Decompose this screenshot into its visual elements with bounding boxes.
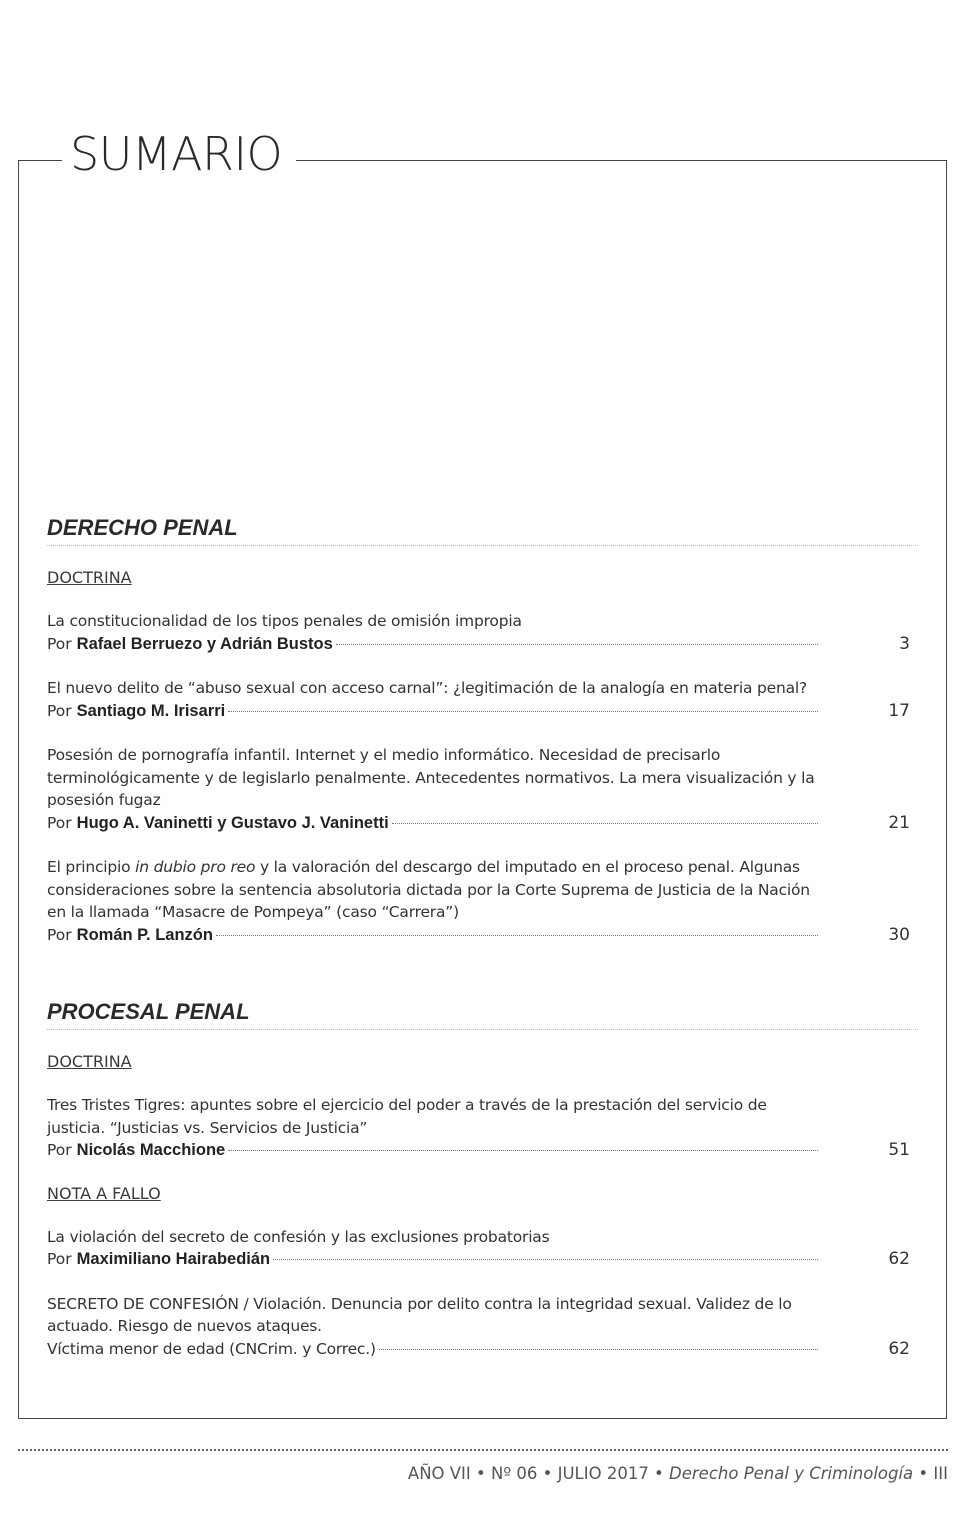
section-heading: DERECHO PENAL — [47, 514, 918, 546]
entry-title-text: El principio — [47, 858, 136, 876]
toc-entry[interactable] — [47, 1226, 918, 1271]
author-name: Maximiliano Hairabedián — [76, 1250, 271, 1268]
toc-entry[interactable] — [47, 1293, 918, 1361]
entry-author-line — [47, 700, 918, 723]
dot-leader — [379, 1349, 818, 1350]
table-of-contents — [47, 514, 918, 1412]
entry-title-continuation: Víctima menor de edad (CNCrim. y Correc.) — [47, 1339, 376, 1358]
page-number: 3 — [899, 633, 910, 654]
page-number: 21 — [888, 812, 910, 833]
toc-entry[interactable] — [47, 1094, 918, 1162]
entry-author-line — [47, 924, 918, 947]
section-derecho-penal — [47, 514, 918, 946]
footer-page-number: • III — [918, 1464, 948, 1483]
subsection-label-doctrina[interactable]: DOCTRINA — [47, 1052, 132, 1071]
author-prefix: Por — [47, 1141, 72, 1159]
entry-title: La constitucionalidad de los tipos penales de omisión impropia — [47, 612, 522, 630]
toc-entry[interactable] — [47, 856, 918, 946]
toc-entry[interactable] — [47, 610, 918, 655]
dot-leader — [273, 1259, 818, 1260]
author-name: Rafael Berruezo y Adrián Bustos — [76, 634, 333, 653]
author-prefix: Por — [47, 634, 72, 653]
dot-leader — [392, 823, 818, 824]
dot-leader — [228, 1150, 818, 1151]
author-name: Santiago M. Irisarri — [76, 701, 226, 720]
entry-title: El nuevo delito de “abuso sexual con acceso carnal”: ¿legitimación de la analogía en materia penal? — [47, 679, 808, 697]
toc-entry[interactable] — [47, 677, 918, 722]
page-number: 62 — [888, 1249, 910, 1269]
footer-issue: AÑO VII • Nº 06 • JULIO 2017 • — [407, 1464, 664, 1483]
dot-leader — [336, 644, 818, 645]
author-name: Hugo A. Vaninetti y Gustavo J. Vaninetti — [76, 813, 389, 832]
entry-title: SECRETO DE CONFESIÓN / Violación. Denuncia por delito contra la integridad sexual. Validez de lo actuado. Riesgo de nuevos ataques. — [47, 1294, 792, 1335]
entry-title-text: y la valoración del descargo del imputado en el proceso penal. Algunas consideraciones sobre la sentencia absolutoria dictada por la Corte Suprema de Justicia de la Nación en la llamada “Masacre de Pompeya” (caso “Carrera”) — [47, 858, 810, 921]
author-prefix: Por — [47, 1250, 72, 1268]
entry-author-line — [47, 1248, 918, 1271]
entry-title: Posesión de pornografía infantil. Internet y el medio informático. Necesidad de precisarlo terminológicamente y de legislarlo penalmente. Antecedentes normativos. La mera visualización y la posesión fugaz — [47, 746, 815, 809]
section-heading: PROCESAL PENAL — [47, 998, 918, 1030]
author-prefix: Por — [47, 701, 72, 720]
frame-top-rule-right — [296, 160, 947, 161]
entry-title: La violación del secreto de confesión y las exclusiones probatorias — [47, 1227, 550, 1246]
page-title: SUMARIO — [70, 127, 283, 181]
subsection-label-nota-a-fallo[interactable]: NOTA A FALLO — [47, 1183, 161, 1203]
frame-top-rule-left — [18, 160, 62, 161]
author-name: Nicolás Macchione — [76, 1141, 226, 1159]
latin-phrase: in dubio pro reo — [135, 858, 256, 876]
entry-title: Tres Tristes Tigres: apuntes sobre el ejercicio del poder a través de la prestación del servicio de justicia. “Justicias vs. Servicios de Justicia” — [47, 1096, 767, 1137]
entry-author-line — [47, 812, 918, 835]
page-number: 51 — [888, 1140, 910, 1160]
page-footer — [408, 1463, 948, 1485]
dot-leader — [228, 711, 818, 712]
entry-author-line — [47, 633, 918, 656]
page-number: 62 — [888, 1338, 910, 1359]
subsection-label-doctrina[interactable]: DOCTRINA — [47, 568, 132, 587]
footer-rule — [18, 1449, 948, 1451]
author-name: Román P. Lanzón — [76, 925, 213, 944]
entry-last-line — [47, 1338, 918, 1361]
dot-leader — [216, 935, 818, 936]
author-prefix: Por — [47, 925, 72, 944]
section-procesal-penal — [47, 998, 918, 1360]
toc-entry[interactable] — [47, 744, 918, 834]
entry-title — [47, 856, 822, 924]
author-prefix: Por — [47, 813, 72, 832]
page-number: 17 — [888, 700, 910, 721]
footer-journal: Derecho Penal y Criminología — [669, 1464, 914, 1483]
page-number: 30 — [888, 924, 910, 945]
entry-author-line — [47, 1139, 918, 1162]
